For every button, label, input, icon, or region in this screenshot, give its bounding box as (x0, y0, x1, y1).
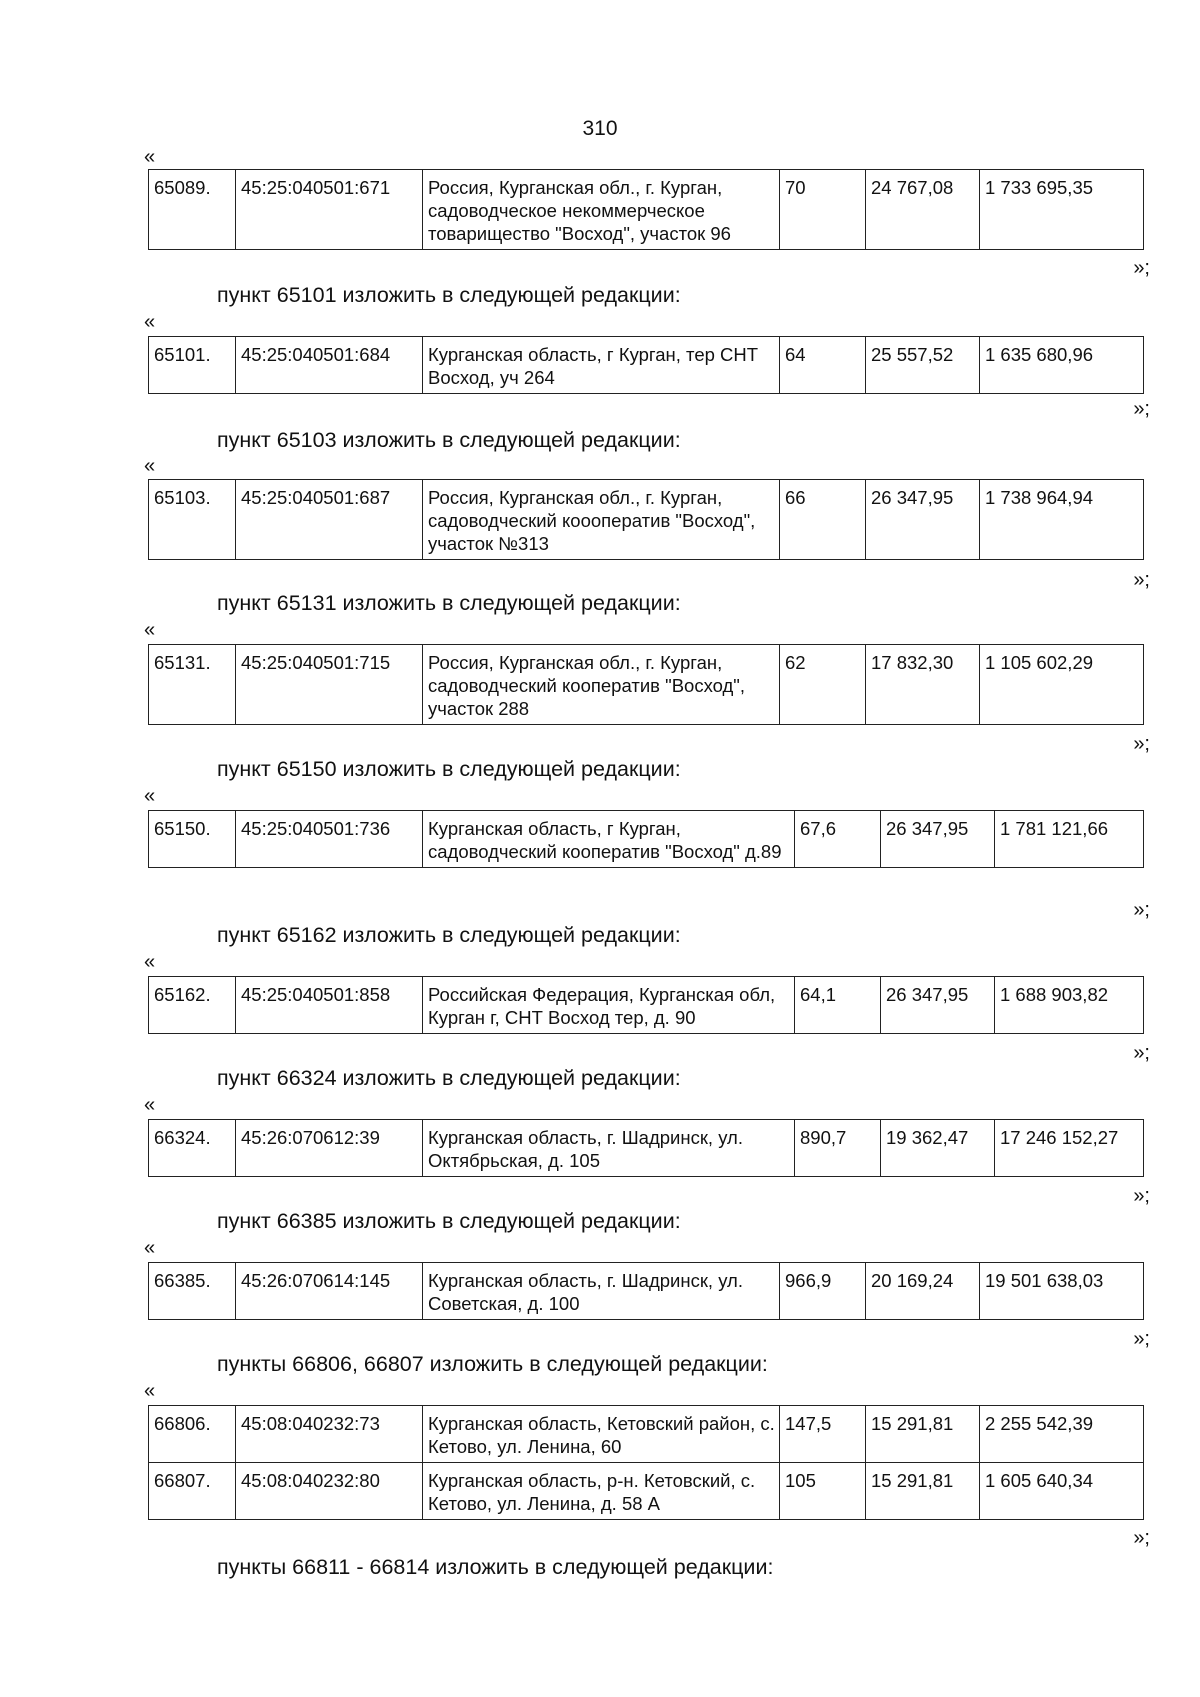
item-number-cell: 65162. (149, 977, 236, 1034)
table-row (149, 1406, 1144, 1463)
cadastral-number-cell: 45:25:040501:687 (236, 480, 423, 560)
cadastral-number-cell: 45:25:040501:684 (236, 337, 423, 394)
area-cell: 62 (780, 645, 866, 725)
amendment-instruction: пункт 66324 изложить в следующей редакции: (217, 1066, 681, 1090)
registry-table (148, 1405, 1144, 1520)
final-instruction: пункты 66811 - 66814 изложить в следующей редакции: (217, 1555, 774, 1579)
cadastral-value-cell: 1 688 903,82 (995, 977, 1144, 1034)
area-cell: 64,1 (795, 977, 881, 1034)
amendment-instruction: пункт 65101 изложить в следующей редакции: (217, 283, 681, 307)
opening-quote: « (144, 785, 156, 807)
closing-quote: »; (1133, 1185, 1150, 1207)
opening-quote: « (144, 311, 156, 333)
table-row (149, 977, 1144, 1034)
cadastral-value-cell: 17 246 152,27 (995, 1120, 1144, 1177)
area-cell: 67,6 (795, 811, 881, 868)
unit-value-cell: 26 347,95 (881, 811, 995, 868)
area-cell: 70 (780, 170, 866, 250)
opening-quote: « (144, 1094, 156, 1116)
closing-quote: »; (1133, 398, 1150, 420)
table-row (149, 480, 1144, 560)
closing-quote: »; (1133, 257, 1150, 279)
area-cell: 64 (780, 337, 866, 394)
unit-value-cell: 25 557,52 (866, 337, 980, 394)
registry-table (148, 1119, 1144, 1177)
cadastral-number-cell: 45:25:040501:671 (236, 170, 423, 250)
opening-quote: « (144, 619, 156, 641)
table-row (149, 811, 1144, 868)
unit-value-cell: 19 362,47 (881, 1120, 995, 1177)
unit-value-cell: 20 169,24 (866, 1263, 980, 1320)
opening-quote: « (144, 146, 156, 168)
area-cell: 147,5 (780, 1406, 866, 1463)
unit-value-cell: 24 767,08 (866, 170, 980, 250)
amendment-instruction: пункт 66385 изложить в следующей редакции: (217, 1209, 681, 1233)
cadastral-number-cell: 45:26:070614:145 (236, 1263, 423, 1320)
cadastral-number-cell: 45:25:040501:736 (236, 811, 423, 868)
table-row (149, 1463, 1144, 1520)
registry-table (148, 644, 1144, 725)
cadastral-value-cell: 1 738 964,94 (980, 480, 1144, 560)
address-cell: Курганская область, р-н. Кетовский, с. Кетово, ул. Ленина, д. 58 А (423, 1463, 780, 1520)
area-cell: 890,7 (795, 1120, 881, 1177)
closing-quote: »; (1133, 1328, 1150, 1350)
closing-quote: »; (1133, 1527, 1150, 1549)
address-cell: Российская Федерация, Курганская обл, Курган г, СНТ Восход тер, д. 90 (423, 977, 795, 1034)
unit-value-cell: 26 347,95 (866, 480, 980, 560)
unit-value-cell: 26 347,95 (881, 977, 995, 1034)
address-cell: Курганская область, г Курган, тер СНТ Восход, уч 264 (423, 337, 780, 394)
item-number-cell: 65089. (149, 170, 236, 250)
closing-quote: »; (1133, 733, 1150, 755)
cadastral-value-cell: 2 255 542,39 (980, 1406, 1144, 1463)
opening-quote: « (144, 455, 156, 477)
opening-quote: « (144, 951, 156, 973)
registry-table (148, 810, 1144, 868)
unit-value-cell: 15 291,81 (866, 1463, 980, 1520)
area-cell: 105 (780, 1463, 866, 1520)
page-number: 310 (582, 117, 618, 140)
cadastral-number-cell: 45:26:070612:39 (236, 1120, 423, 1177)
address-cell: Курганская область, г. Шадринск, ул. Советская, д. 100 (423, 1263, 780, 1320)
opening-quote: « (144, 1380, 156, 1402)
address-cell: Россия, Курганская обл., г. Курган, садоводческое некоммерческое товарищество "Восход", участок 96 (423, 170, 780, 250)
registry-table (148, 336, 1144, 394)
table-row (149, 1120, 1144, 1177)
item-number-cell: 65131. (149, 645, 236, 725)
item-number-cell: 65103. (149, 480, 236, 560)
table-row (149, 1263, 1144, 1320)
cadastral-number-cell: 45:25:040501:858 (236, 977, 423, 1034)
address-cell: Курганская область, г. Шадринск, ул. Октябрьская, д. 105 (423, 1120, 795, 1177)
cadastral-value-cell: 1 635 680,96 (980, 337, 1144, 394)
table-row (149, 645, 1144, 725)
amendment-instruction: пункт 65131 изложить в следующей редакции: (217, 591, 681, 615)
registry-table (148, 1262, 1144, 1320)
closing-quote: »; (1133, 1042, 1150, 1064)
table-row (149, 170, 1144, 250)
opening-quote: « (144, 1237, 156, 1259)
item-number-cell: 65150. (149, 811, 236, 868)
unit-value-cell: 15 291,81 (866, 1406, 980, 1463)
item-number-cell: 66385. (149, 1263, 236, 1320)
cadastral-value-cell: 1 733 695,35 (980, 170, 1144, 250)
amendment-instruction: пункт 65103 изложить в следующей редакции: (217, 428, 681, 452)
item-number-cell: 65101. (149, 337, 236, 394)
address-cell: Россия, Курганская обл., г. Курган, садоводческий кооoператив "Восход", участок №313 (423, 480, 780, 560)
address-cell: Россия, Курганская обл., г. Курган, садоводческий кооператив "Восход", участок 288 (423, 645, 780, 725)
address-cell: Курганская область, г Курган, садоводческий кооператив "Восход" д.89 (423, 811, 795, 868)
area-cell: 966,9 (780, 1263, 866, 1320)
cadastral-number-cell: 45:25:040501:715 (236, 645, 423, 725)
cadastral-value-cell: 19 501 638,03 (980, 1263, 1144, 1320)
registry-table (148, 976, 1144, 1034)
item-number-cell: 66806. (149, 1406, 236, 1463)
cadastral-number-cell: 45:08:040232:80 (236, 1463, 423, 1520)
amendment-instruction: пункт 65162 изложить в следующей редакции: (217, 923, 681, 947)
registry-table (148, 169, 1144, 250)
amendment-instruction: пункт 65150 изложить в следующей редакции: (217, 757, 681, 781)
cadastral-value-cell: 1 605 640,34 (980, 1463, 1144, 1520)
item-number-cell: 66807. (149, 1463, 236, 1520)
table-row (149, 337, 1144, 394)
cadastral-value-cell: 1 105 602,29 (980, 645, 1144, 725)
address-cell: Курганская область, Кетовский район, с. Кетово, ул. Ленина, 60 (423, 1406, 780, 1463)
registry-table (148, 479, 1144, 560)
amendment-instruction: пункты 66806, 66807 изложить в следующей редакции: (217, 1352, 768, 1376)
cadastral-value-cell: 1 781 121,66 (995, 811, 1144, 868)
item-number-cell: 66324. (149, 1120, 236, 1177)
unit-value-cell: 17 832,30 (866, 645, 980, 725)
cadastral-number-cell: 45:08:040232:73 (236, 1406, 423, 1463)
area-cell: 66 (780, 480, 866, 560)
closing-quote: »; (1133, 569, 1150, 591)
closing-quote: »; (1133, 899, 1150, 921)
